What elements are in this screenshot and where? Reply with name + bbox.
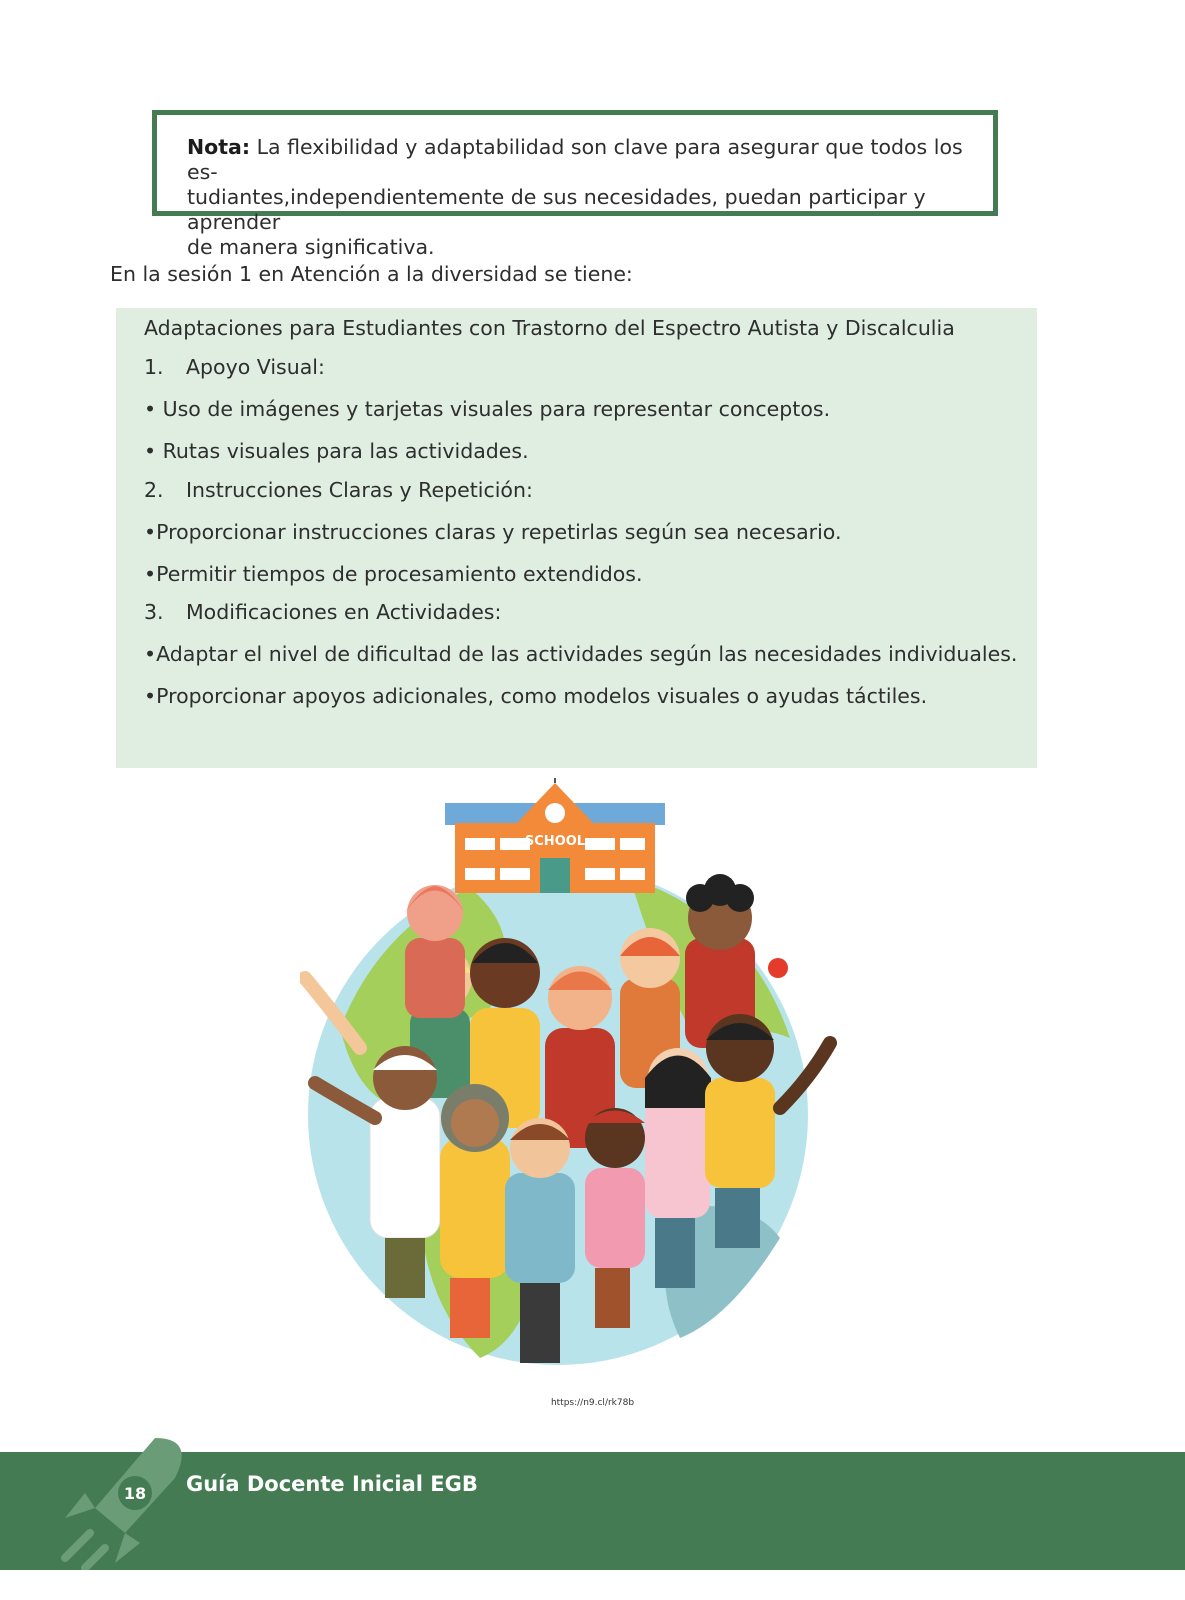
list-item: •Permitir tiempos de procesamiento extendidos.: [144, 562, 643, 586]
adaptations-box: [116, 308, 1037, 768]
footer-bar: [0, 1452, 1185, 1570]
note-line-2: tudiantes,independientemente de sus necesidades, puedan participar y aprender: [187, 185, 926, 234]
adaptations-title: Adaptaciones para Estudiantes con Trastorno del Espectro Autista y Discalculia: [144, 316, 955, 340]
note-label: Nota:: [187, 135, 251, 159]
footer-title: Guía Docente Inicial EGB: [186, 1472, 478, 1496]
list-item: • Uso de imágenes y tarjetas visuales para representar conceptos.: [144, 397, 831, 421]
list-item: •Proporcionar apoyos adicionales, como modelos visuales o ayudas táctiles.: [144, 684, 928, 708]
section-heading: 1. Apoyo Visual:: [144, 355, 325, 379]
diverse-children-school-illustration: [300, 778, 860, 1388]
list-item: • Rutas visuales para las actividades.: [144, 439, 529, 463]
section-heading: 3. Modificaciones en Actividades:: [144, 600, 502, 624]
image-credit: https://n9.cl/rk78b: [550, 1398, 635, 1408]
school-building-icon: [445, 778, 665, 893]
list-item: •Proporcionar instrucciones claras y repetirlas según sea necesario.: [144, 520, 842, 544]
section-heading: 2. Instrucciones Claras y Repetición:: [144, 478, 533, 502]
intro-text: En la sesión 1 en Atención a la diversidad se tiene:: [110, 262, 633, 286]
note-box: [152, 110, 998, 259]
page-number: 18: [118, 1476, 152, 1510]
school-sign: SCHOOL: [524, 834, 586, 849]
list-item: •Adaptar el nivel de dificultad de las actividades según las necesidades individuales.: [144, 642, 1018, 666]
note-line-3: de manera significativa.: [187, 235, 435, 259]
note-line-1: Nota: La flexibilidad y adaptabilidad son clave para asegurar que todos los es-: [187, 135, 963, 184]
